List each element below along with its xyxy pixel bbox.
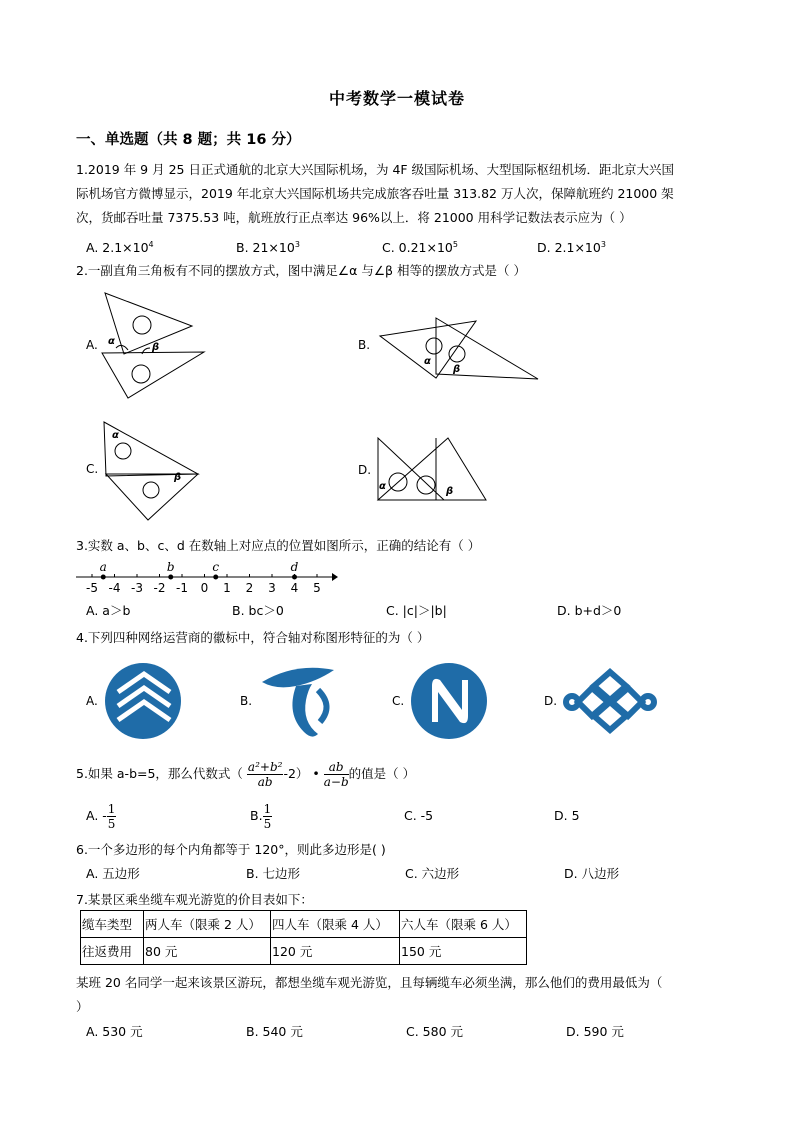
tick-label: -3 [131, 581, 143, 595]
china-mobile-logo-icon [104, 662, 182, 740]
tick-label: 1 [223, 581, 231, 595]
tick-label: 0 [200, 581, 209, 595]
q2a-beta: β [152, 342, 160, 353]
tick-label: -2 [153, 581, 166, 595]
table-cell: 120 元 [271, 938, 400, 965]
q2a-alpha: α [108, 336, 115, 347]
q3-stem: 3.实数 a、b、c、d 在数轴上对应点的位置如图所示，正确的结论有（ ） [76, 538, 481, 553]
q4-option-a-label: A. [86, 694, 98, 708]
q5-stem-end: 的值是（ ） [348, 766, 416, 781]
q1-line-1: 1.2019 年 9 月 25 日正式通航的北京大兴国际机场，为 4F 级国际机场、大型国际枢纽机场．距北京大兴国 [76, 162, 675, 177]
tick-label: 2 [245, 581, 254, 595]
table-cell: 往返费用 [81, 938, 144, 965]
q4-stem: 4.下列四种网络运营商的徽标中，符合轴对称图形特征的为（ ） [76, 630, 430, 645]
q5-fraction-1: $\frac{\text{a²+b²}}{ab}$ [247, 760, 283, 789]
table-cell: 六人车（限乘 6 人） [400, 911, 527, 938]
q2-option-a-label: A. [86, 338, 98, 352]
tick-label: -5 [86, 581, 98, 595]
q5-option-c: C. -5 [404, 808, 434, 823]
point-label-b: b [166, 560, 175, 574]
tick-label: 3 [268, 581, 276, 595]
q7-option-b: B. 540 元 [246, 1024, 303, 1039]
q6-option-b: B. 七边形 [246, 866, 301, 881]
q3-option-c: C. |c|＞|b| [386, 603, 447, 618]
china-netcom-logo-icon [410, 662, 488, 740]
table-cell: 四人车（限乘 4 人） [271, 911, 400, 938]
q7-option-a: A. 530 元 [86, 1024, 143, 1039]
point-label-c: c [212, 560, 220, 574]
section-heading: 一、单选题（共 8 题；共 16 分） [76, 132, 301, 148]
q3-number-line [76, 558, 338, 598]
q1-option-a: A. $2.1\times 10^4$ [86, 240, 154, 256]
q3-option-d: D. b+d＞0 [557, 603, 622, 618]
page-title: 中考数学一模试卷 [328, 89, 465, 108]
q2-option-c-label: C. [86, 462, 99, 476]
q5-option-b: B. $\frac{1}{5}$ [250, 802, 272, 831]
tick-label: 4 [290, 581, 299, 595]
q1-option-b: B. $21\times 10^3$ [236, 240, 300, 256]
q7-line-2: ） [76, 999, 89, 1014]
q6-option-d: D. 八边形 [564, 866, 620, 881]
q2-option-d-label: D. [358, 463, 372, 477]
q2d-alpha: α [379, 481, 386, 492]
q5-stem [76, 758, 415, 790]
question-1 [76, 158, 716, 230]
q2c-beta: β [174, 472, 182, 483]
q2-figure-d [374, 434, 490, 504]
point-b [168, 575, 173, 580]
china-unicom-logo-icon [562, 664, 658, 738]
q3-option-b: B. bc＞0 [232, 603, 284, 618]
tick-label: -1 [176, 581, 188, 595]
q5-dot: • [312, 766, 320, 781]
q2-figure-a [100, 288, 210, 403]
table-cell: 缆车类型 [81, 911, 144, 938]
q1-line-3: 次，货邮吞吐量 7375.53 吨，航班放行正点率达 96%以上．将 21000 用科学记数法表示应为（ ） [76, 210, 632, 225]
q1-line-2: 际机场官方微博显示，2019 年北京大兴国际机场共完成旅客吞吐量 313.82 万人次，保障航班约 21000 架 [76, 186, 674, 201]
q2b-alpha: α [424, 356, 431, 367]
q7-stem: 7.某景区乘坐缆车观光游览的价目表如下： [76, 892, 313, 907]
q5-fraction-2: $\frac{ab}{a-b}$ [323, 760, 349, 789]
q2-stem: 2.一副直角三角板有不同的摆放方式，图中满足∠α 与∠β 相等的摆放方式是（ ） [76, 263, 526, 278]
point-d [292, 575, 297, 580]
q4-option-b-label: B. [240, 694, 253, 708]
q5-option-a: A. - $\frac{1}{5}$ [86, 802, 116, 831]
q7-option-c: C. 580 元 [406, 1024, 464, 1039]
q4-option-d-label: D. [544, 694, 558, 708]
q6-stem: 6.一个多边形的每个内角都等于 120°，则此多边形是( ) [76, 842, 386, 857]
q2-option-b-label: B. [358, 338, 371, 352]
tick-label: -4 [108, 581, 121, 595]
q7-option-d: D. 590 元 [566, 1024, 624, 1039]
q4-option-c-label: C. [392, 694, 405, 708]
table-cell: 两人车（限乘 2 人） [144, 911, 271, 938]
q5-minus-two: -2） [283, 766, 309, 781]
q5-option-d: D. 5 [554, 808, 580, 823]
q5-stem-start: 5.如果 a-b=5，那么代数式（ [76, 766, 243, 781]
table-cell: 150 元 [400, 938, 527, 965]
china-telecom-logo-icon [256, 660, 338, 742]
table-row [81, 938, 527, 965]
q2c-alpha: α [112, 430, 119, 441]
q6-option-c: C. 六边形 [405, 866, 460, 881]
point-label-a: a [99, 560, 107, 574]
point-label-d: d [290, 560, 299, 574]
q6-option-a: A. 五边形 [86, 866, 140, 881]
point-a [101, 575, 106, 580]
q2-figure-b [378, 316, 543, 386]
q1-option-d: D. $2.1\times 10^3$ [537, 240, 606, 256]
q3-option-a: A. a＞b [86, 603, 131, 618]
price-table [80, 910, 527, 965]
q2d-beta: β [446, 486, 454, 497]
q2b-beta: β [453, 364, 461, 375]
table-cell: 80 元 [144, 938, 271, 965]
point-c [213, 575, 218, 580]
tick-label: 5 [313, 581, 321, 595]
q1-option-c: C. $0.21\times 10^5$ [382, 240, 458, 256]
q7-question [76, 971, 736, 1019]
q7-line-1: 某班 20 名同学一起来该景区游玩，都想坐缆车观光游览，且每辆缆车必须坐满，那么他们的费用最低为（ [76, 975, 663, 990]
table-row [81, 911, 527, 938]
q2-figure-c [100, 416, 205, 526]
